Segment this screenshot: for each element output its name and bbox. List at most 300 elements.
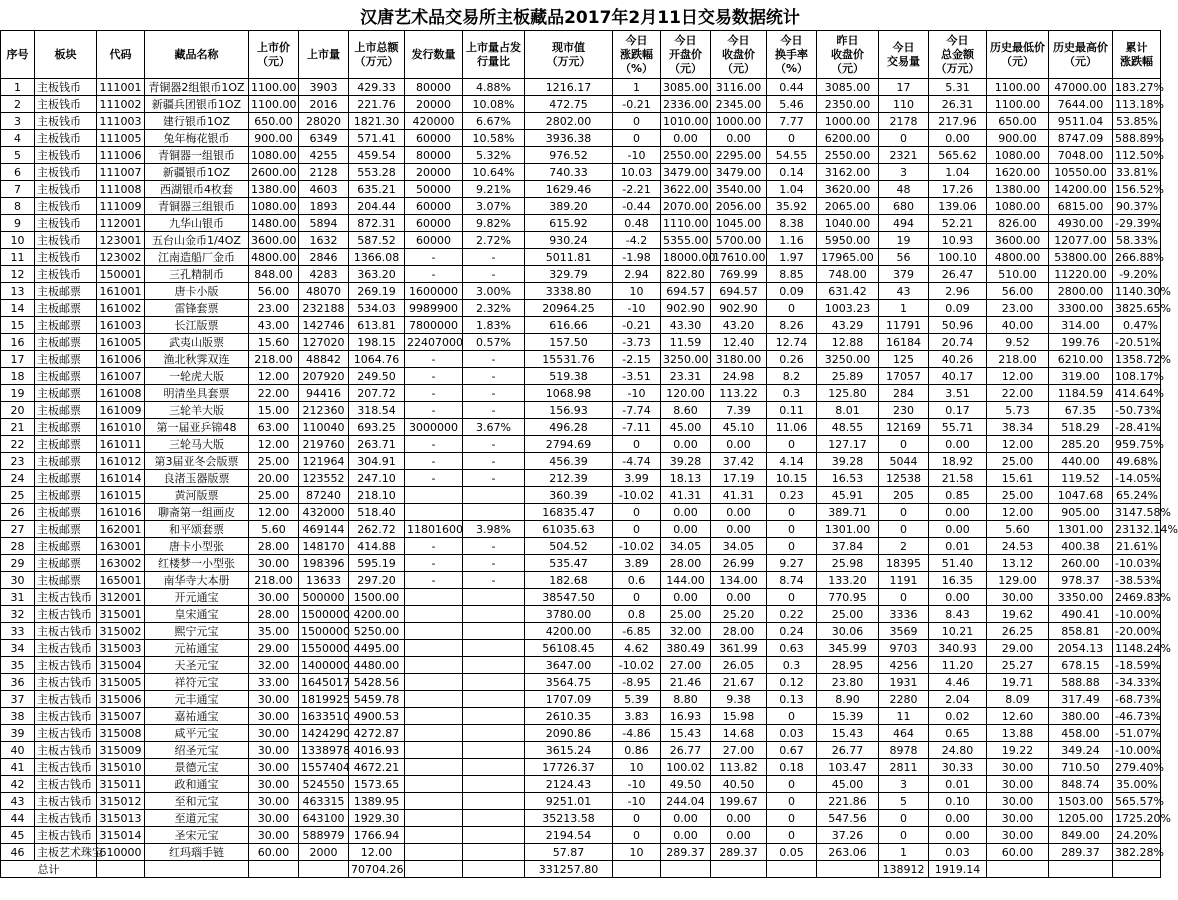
table-cell: 9989900 (405, 300, 463, 317)
table-cell: 政和通宝 (145, 776, 249, 793)
table-cell: 380.00 (1049, 708, 1113, 725)
table-cell: 19 (879, 232, 929, 249)
table-cell: 588979 (299, 827, 349, 844)
table-cell: 1000.00 (711, 113, 767, 130)
table-cell: 唐卡小版 (145, 283, 249, 300)
table-cell: 主板艺术珠宝 (35, 844, 97, 861)
table-row (1, 130, 1161, 147)
table-cell: 5044 (879, 453, 929, 470)
table-cell: 144.00 (661, 572, 711, 589)
table-cell: 2.94 (613, 266, 661, 283)
table-cell (405, 623, 463, 640)
table-row (1, 96, 1161, 113)
table-cell: -9.20% (1113, 266, 1161, 283)
table-cell: 18000.00 (661, 249, 711, 266)
table-cell: 29.00 (987, 640, 1049, 657)
table-cell: 1184.59 (1049, 385, 1113, 402)
table-cell: 849.00 (1049, 827, 1113, 844)
table-cell: 710.50 (1049, 759, 1113, 776)
table-cell: 113.18% (1113, 96, 1161, 113)
table-cell: 1645017 (299, 674, 349, 691)
table-cell: 1500000 (299, 606, 349, 623)
table-cell (463, 691, 525, 708)
table-cell: 496.28 (525, 419, 613, 436)
table-cell: 2016 (299, 96, 349, 113)
table-cell: 414.88 (349, 538, 405, 555)
table-cell: 3903 (299, 79, 349, 96)
table-cell: 4800.00 (987, 249, 1049, 266)
table-cell: 8.74 (767, 572, 817, 589)
table-cell: 43.30 (661, 317, 711, 334)
table-cell: 3825.65% (1113, 300, 1161, 317)
table-cell: 16.35 (929, 572, 987, 589)
table-cell: 610000 (97, 844, 145, 861)
table-cell: 2 (1, 96, 35, 113)
table-cell: 133.20 (817, 572, 879, 589)
table-cell: 0.03 (929, 844, 987, 861)
table-cell: 8.90 (817, 691, 879, 708)
table-cell: 25.00 (817, 606, 879, 623)
table-cell: 49.50 (661, 776, 711, 793)
table-cell: 440.00 (1049, 453, 1113, 470)
table-cell: 0 (767, 708, 817, 725)
table-cell: 45 (1, 827, 35, 844)
table-cell: 56.00 (987, 283, 1049, 300)
table-cell: 7800000 (405, 317, 463, 334)
table-cell (405, 742, 463, 759)
table-row (1, 181, 1161, 198)
table-cell: 7.77 (767, 113, 817, 130)
table-cell: 678.15 (1049, 657, 1113, 674)
table-cell: 262.72 (349, 521, 405, 538)
table-cell: -7.74 (613, 402, 661, 419)
table-cell: 1358.72% (1113, 351, 1161, 368)
table-cell: -51.07% (1113, 725, 1161, 742)
table-cell: 127.17 (817, 436, 879, 453)
trading-data-table (0, 30, 1178, 878)
table-cell: 2178 (879, 113, 929, 130)
table-cell: 5950.00 (817, 232, 879, 249)
column-header: 累计 涨跌幅 (1113, 31, 1161, 79)
table-cell: 0.00 (929, 130, 987, 147)
table-cell: 元祐通宝 (145, 640, 249, 657)
table-cell: 0.00 (929, 827, 987, 844)
table-cell: 4.46 (929, 674, 987, 691)
table-cell: 主板邮票 (35, 538, 97, 555)
table-cell: 9.52 (987, 334, 1049, 351)
table-cell: 304.91 (349, 453, 405, 470)
table-cell: 6.67% (463, 113, 525, 130)
table-row (1, 147, 1161, 164)
table-cell: 5.39 (613, 691, 661, 708)
table-cell: 24.53 (987, 538, 1049, 555)
table-cell: 10 (613, 759, 661, 776)
table-cell: 165001 (97, 572, 145, 589)
table-cell: 161015 (97, 487, 145, 504)
table-cell: 5 (879, 793, 929, 810)
table-cell: 1045.00 (711, 215, 767, 232)
table-cell: 9.21% (463, 181, 525, 198)
table-row (1, 844, 1161, 861)
table-row (1, 521, 1161, 538)
table-cell: - (463, 402, 525, 419)
table-cell: 5 (1, 147, 35, 164)
table-row (1, 470, 1161, 487)
table-cell: 主板邮票 (35, 470, 97, 487)
table-cell (463, 725, 525, 742)
table-cell: 217.96 (929, 113, 987, 130)
table-cell: 26.47 (929, 266, 987, 283)
table-cell: 20000 (405, 96, 463, 113)
table-row (1, 640, 1161, 657)
table-cell: 30.00 (987, 793, 1049, 810)
table-cell: 2090.86 (525, 725, 613, 742)
table-cell: 361.99 (711, 640, 767, 657)
empty-cell (987, 861, 1049, 878)
table-cell: 3162.00 (817, 164, 879, 181)
table-cell: 161002 (97, 300, 145, 317)
table-cell: 主板古钱币 (35, 606, 97, 623)
table-cell: - (405, 351, 463, 368)
table-cell: 0.18 (767, 759, 817, 776)
total-cell: 70704.26 (349, 861, 405, 878)
table-cell: 1 (1, 79, 35, 96)
table-cell: 长江版票 (145, 317, 249, 334)
table-cell: 565.62 (929, 147, 987, 164)
table-cell (463, 844, 525, 861)
table-cell (405, 487, 463, 504)
table-cell: 10.64% (463, 164, 525, 181)
table-cell: 3147.58% (1113, 504, 1161, 521)
table-cell: 382.28% (1113, 844, 1161, 861)
table-cell: 40 (1, 742, 35, 759)
table-cell: 0 (879, 130, 929, 147)
table-row (1, 555, 1161, 572)
table-cell: 16835.47 (525, 504, 613, 521)
table-cell: 3.99 (613, 470, 661, 487)
table-cell: 2350.00 (817, 96, 879, 113)
table-cell: - (405, 266, 463, 283)
table-cell: 28 (1, 538, 35, 555)
table-cell: 108.17% (1113, 368, 1161, 385)
table-cell: 161008 (97, 385, 145, 402)
table-cell: -4.74 (613, 453, 661, 470)
table-cell: 458.00 (1049, 725, 1113, 742)
table-cell: 12.00 (987, 368, 1049, 385)
table-cell: 3600.00 (249, 232, 299, 249)
table-cell: - (405, 572, 463, 589)
table-cell: 360.39 (525, 487, 613, 504)
table-cell: 221.86 (817, 793, 879, 810)
table-cell: 0 (767, 130, 817, 147)
table-row (1, 810, 1161, 827)
table-cell: 111007 (97, 164, 145, 181)
table-row (1, 827, 1161, 844)
table-cell: 0 (879, 589, 929, 606)
table-cell: 0.12 (767, 674, 817, 691)
table-cell: 5.32% (463, 147, 525, 164)
table-cell: 315005 (97, 674, 145, 691)
table-cell: 279.40% (1113, 759, 1161, 776)
table-cell: -7.11 (613, 419, 661, 436)
table-cell: 13.88 (987, 725, 1049, 742)
table-cell: 3615.24 (525, 742, 613, 759)
table-cell: 12169 (879, 419, 929, 436)
table-cell: - (463, 368, 525, 385)
table-cell: 0.02 (929, 708, 987, 725)
table-cell: 858.81 (1049, 623, 1113, 640)
table-cell (405, 606, 463, 623)
table-cell: 60.00 (249, 844, 299, 861)
table-cell: 872.31 (349, 215, 405, 232)
table-cell: 主板钱币 (35, 164, 97, 181)
table-cell: 1040.00 (817, 215, 879, 232)
table-cell: -8.95 (613, 674, 661, 691)
table-cell: 139.06 (929, 198, 987, 215)
table-cell: 680 (879, 198, 929, 215)
table-cell: 3780.00 (525, 606, 613, 623)
table-cell (405, 844, 463, 861)
table-cell: 12 (1, 266, 35, 283)
table-cell: 45.91 (817, 487, 879, 504)
table-cell: 19 (1, 385, 35, 402)
table-cell: 九华山银币 (145, 215, 249, 232)
table-cell: 30.00 (987, 776, 1049, 793)
empty-cell (463, 861, 525, 878)
table-cell: -1.98 (613, 249, 661, 266)
table-cell: 289.37 (711, 844, 767, 861)
table-cell: 12.40 (711, 334, 767, 351)
table-cell: 63.00 (249, 419, 299, 436)
table-cell: 826.00 (987, 215, 1049, 232)
table-cell: 157.50 (525, 334, 613, 351)
table-cell: 48842 (299, 351, 349, 368)
table-cell: 87240 (299, 487, 349, 504)
table-cell: 2336.00 (661, 96, 711, 113)
table-cell: 0 (613, 521, 661, 538)
table-cell: - (463, 436, 525, 453)
table-cell: 635.21 (349, 181, 405, 198)
table-cell: 2065.00 (817, 198, 879, 215)
table-cell: 4.14 (767, 453, 817, 470)
table-cell: -50.73% (1113, 402, 1161, 419)
table-cell (405, 640, 463, 657)
table-cell: 0.3 (767, 657, 817, 674)
table-cell: 3600.00 (987, 232, 1049, 249)
table-cell: 60000 (405, 215, 463, 232)
column-header: 藏品名称 (145, 31, 249, 79)
table-cell: 1338978 (299, 742, 349, 759)
table-cell: 0.6 (613, 572, 661, 589)
table-cell: 主板钱币 (35, 266, 97, 283)
table-cell: 616.66 (525, 317, 613, 334)
table-cell: 唐卡小型张 (145, 538, 249, 555)
table-cell: 15.00 (249, 402, 299, 419)
table-cell: 315001 (97, 606, 145, 623)
table-cell: - (405, 453, 463, 470)
table-cell: 156.52% (1113, 181, 1161, 198)
table-cell: 9251.01 (525, 793, 613, 810)
table-cell: -34.33% (1113, 674, 1161, 691)
table-cell: -10 (613, 147, 661, 164)
table-row (1, 402, 1161, 419)
table-cell: 0.00 (929, 504, 987, 521)
table-cell: 1620.00 (987, 164, 1049, 181)
table-cell: 主板钱币 (35, 232, 97, 249)
table-cell: 主板邮票 (35, 317, 97, 334)
table-cell: 60000 (405, 130, 463, 147)
table-cell: 48 (879, 181, 929, 198)
table-cell: 15.43 (817, 725, 879, 742)
table-cell: 1047.68 (1049, 487, 1113, 504)
table-cell: 30.00 (249, 589, 299, 606)
table-cell: 40.50 (711, 776, 767, 793)
total-cell: 138912 (879, 861, 929, 878)
table-cell: -20.51% (1113, 334, 1161, 351)
table-cell: 6349 (299, 130, 349, 147)
table-cell: 0 (767, 521, 817, 538)
table-cell: 553.28 (349, 164, 405, 181)
table-cell: 28.00 (661, 555, 711, 572)
table-row (1, 266, 1161, 283)
table-cell: 16184 (879, 334, 929, 351)
table-cell: 900.00 (249, 130, 299, 147)
table-cell: 0 (879, 810, 929, 827)
table-row (1, 164, 1161, 181)
table-cell: 25.00 (249, 453, 299, 470)
table-cell: 613.81 (349, 317, 405, 334)
table-cell: 142746 (299, 317, 349, 334)
table-cell: 2846 (299, 249, 349, 266)
table-cell (463, 827, 525, 844)
table-cell: 17.19 (711, 470, 767, 487)
table-cell: 1.16 (767, 232, 817, 249)
table-cell: 198396 (299, 555, 349, 572)
table-cell: 2345.00 (711, 96, 767, 113)
table-cell: - (405, 538, 463, 555)
table-cell: 3647.00 (525, 657, 613, 674)
table-cell: 219760 (299, 436, 349, 453)
table-cell: 0 (613, 827, 661, 844)
table-cell: 54.55 (767, 147, 817, 164)
table-cell: 2800.00 (1049, 283, 1113, 300)
table-cell: 349.24 (1049, 742, 1113, 759)
table-cell: 3.98% (463, 521, 525, 538)
table-cell: 3564.75 (525, 674, 613, 691)
table-cell: -2.21 (613, 181, 661, 198)
table-cell: 4200.00 (349, 606, 405, 623)
table-cell: 3 (879, 164, 929, 181)
table-cell: 主板古钱币 (35, 708, 97, 725)
table-cell: 148170 (299, 538, 349, 555)
table-cell: 976.52 (525, 147, 613, 164)
table-cell: 8.09 (987, 691, 1049, 708)
table-cell: 17057 (879, 368, 929, 385)
table-cell (405, 776, 463, 793)
table-cell: 15.98 (711, 708, 767, 725)
table-cell: 770.95 (817, 589, 879, 606)
table-cell: 959.75% (1113, 436, 1161, 453)
table-cell: 100.02 (661, 759, 711, 776)
table-cell: 30.00 (249, 776, 299, 793)
table-cell: 39.28 (661, 453, 711, 470)
column-header: 板块 (35, 31, 97, 79)
empty-cell (711, 861, 767, 878)
table-cell: 6815.00 (1049, 198, 1113, 215)
table-cell: 113.82 (711, 759, 767, 776)
table-cell: 36 (1, 674, 35, 691)
table-cell: 3085.00 (661, 79, 711, 96)
table-cell: 8.60 (661, 402, 711, 419)
table-cell: 1931 (879, 674, 929, 691)
table-cell: 1893 (299, 198, 349, 215)
table-cell: 297.20 (349, 572, 405, 589)
table-cell: 0 (767, 436, 817, 453)
table-cell: 0.85 (929, 487, 987, 504)
table-cell: 南华寺大本册 (145, 572, 249, 589)
table-cell: 17 (879, 79, 929, 96)
table-cell: 0 (767, 504, 817, 521)
table-cell: 34.05 (711, 538, 767, 555)
table-cell: 11 (879, 708, 929, 725)
table-cell: 7048.00 (1049, 147, 1113, 164)
table-cell: 1380.00 (987, 181, 1049, 198)
table-cell: 0 (767, 300, 817, 317)
table-cell: -10.02 (613, 657, 661, 674)
table-cell: 主板古钱币 (35, 776, 97, 793)
table-cell: 35.92 (767, 198, 817, 215)
header-row (1, 31, 1161, 79)
table-cell: 0.00 (711, 521, 767, 538)
table-cell: 25.00 (661, 606, 711, 623)
table-row (1, 232, 1161, 249)
table-cell: 三轮马大版 (145, 436, 249, 453)
table-cell: 314.00 (1049, 317, 1113, 334)
table-cell: 111003 (97, 113, 145, 130)
table-cell: -28.41% (1113, 419, 1161, 436)
table-cell: 16.53 (817, 470, 879, 487)
table-cell: 主板古钱币 (35, 674, 97, 691)
table-cell: 11.20 (929, 657, 987, 674)
table-cell: 20.74 (929, 334, 987, 351)
table-cell: 472.75 (525, 96, 613, 113)
table-cell: 0 (613, 113, 661, 130)
table-cell: 199.76 (1049, 334, 1113, 351)
table-cell: 主板邮票 (35, 572, 97, 589)
empty-cell (661, 861, 711, 878)
table-cell: 15 (1, 317, 35, 334)
table-row (1, 674, 1161, 691)
empty-cell (145, 861, 249, 878)
table-cell: 嘉祐通宝 (145, 708, 249, 725)
table-cell: 571.41 (349, 130, 405, 147)
column-header: 现市值 （万元） (525, 31, 613, 79)
table-cell: 20964.25 (525, 300, 613, 317)
table-cell: 12538 (879, 470, 929, 487)
table-cell: 40.26 (929, 351, 987, 368)
table-cell: 1.04 (767, 181, 817, 198)
table-cell: - (463, 538, 525, 555)
table-cell: 主板古钱币 (35, 810, 97, 827)
table-row (1, 572, 1161, 589)
table-cell: 41.31 (711, 487, 767, 504)
table-cell: 23.80 (817, 674, 879, 691)
table-cell: 547.56 (817, 810, 879, 827)
table-cell: 15.43 (661, 725, 711, 742)
table-cell: 10.15 (767, 470, 817, 487)
table-cell: 111008 (97, 181, 145, 198)
table-cell (463, 589, 525, 606)
